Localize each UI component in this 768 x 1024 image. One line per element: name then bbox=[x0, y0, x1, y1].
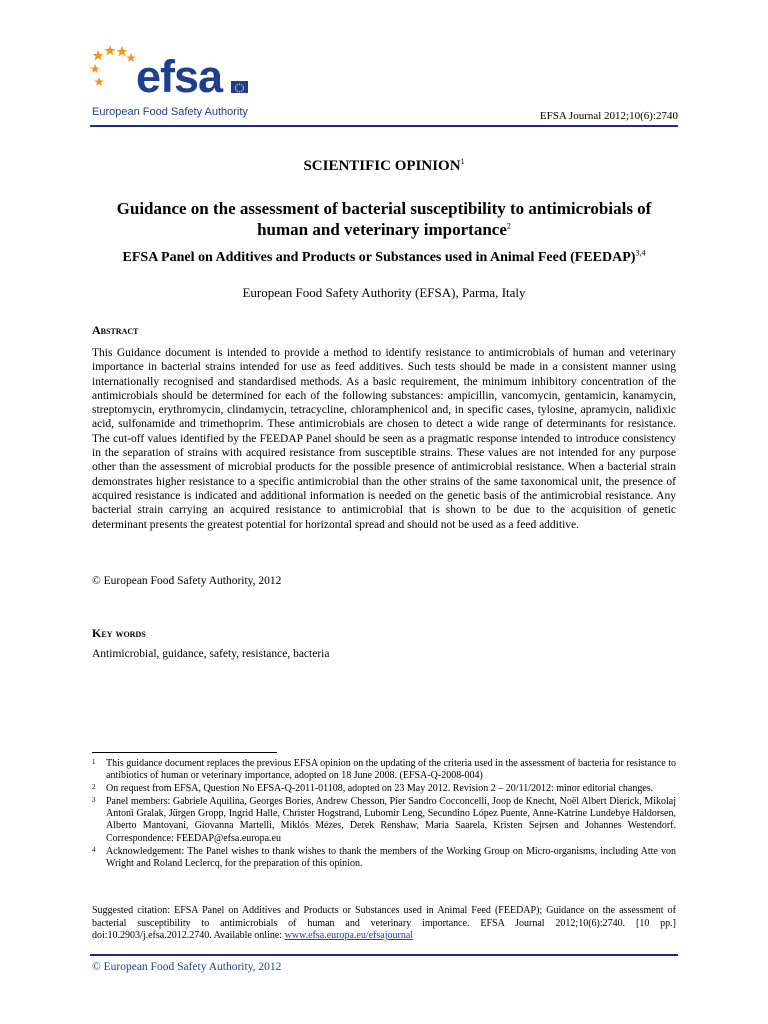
abstract-text: This Guidance document is intended to provide a method to identify resistance to antimicrobials of human and veterinary importance in bacterial strains intended for use as feed additives. Such tests should be made in a consistent manner using internationally recognised and standardised methods. As a basic requirement, the minimum inhibitory concentration of the antimicrobials should be determined for each of the following substances: ampicillin, vancomycin, gentamicin, kanamycin, streptomycin, erythromycin, clindamycin, tetracycline, chloramphenicol and, in specific cases, tylosine, apramycin, nalidixic acid, sulfonamide and trimethoprim. These antimicrobials are chosen to detect a wide range of determinants for resistance. The cut-off values identified by the FEEDAP Panel should be seen as a pragmatic response intended to introduce consistency in the separation of strains with acquired resistance from susceptible strains. These values are not intended for any purpose other than the assessment of microbial products for the possible presence of antimicrobial resistance. When a bacterial strain demonstrates higher resistance to a specific antimicrobial than the other strains of the same taxonomical unit, the presence of acquired resistance is indicated and additional information is needed on the genetic basis of the antimicrobial resistance. Any bacterial strain carrying an acquired resistance to antimicrobial that is shown to be due to the acquisition of genetic determinant presents the greatest potential for horizontal spread and should not be used as a feed additive. bbox=[92, 347, 676, 531]
footnote-text: Acknowledgement: The Panel wishes to thank wishes to thank the members of the Working Group on Micro-organisms, including Atte von Wright and Roland Leclercq, for the preparation of this opinion. bbox=[106, 845, 676, 869]
eu-flag-icon bbox=[231, 81, 248, 93]
logo-subtitle: European Food Safety Authority bbox=[92, 106, 248, 118]
footnote-number: 1 bbox=[92, 758, 96, 766]
footnote-text: On request from EFSA, Question No EFSA-Q-2011-01108, adopted on 23 May 2012. Revision 2 – 20/11/2012: minor editorial changes. bbox=[106, 783, 654, 795]
footnote bbox=[92, 783, 676, 795]
footnote-divider bbox=[92, 752, 277, 753]
footnote-number: 2 bbox=[92, 783, 96, 792]
efsa-wordmark: efsa bbox=[136, 51, 223, 102]
header-divider bbox=[90, 125, 678, 127]
opinion-type: SCIENTIFIC OPINION$^1$ bbox=[303, 157, 465, 174]
abstract-copyright: © European Food Safety Authority, 2012 bbox=[92, 575, 282, 587]
citation-text: Suggested citation: EFSA Panel on Additives and Products or Substances used in Animal Feed (FEEDAP); Guidance on the assessment of bacterial susceptibility to antimicrobials of human and veterinary importance. EFSA Journal 2012;10(6):2740. [10 pp.] doi:10.2903/j.efsa.2012.2740. Available online: bbox=[92, 905, 676, 941]
efsa-logo bbox=[90, 44, 270, 122]
efsa-journal-link[interactable]: www.efsa.europa.eu/efsajournal bbox=[284, 930, 414, 941]
footnotes bbox=[92, 758, 676, 871]
keywords-heading: Key words bbox=[92, 626, 146, 640]
abstract-heading: Abstract bbox=[92, 323, 139, 337]
journal-reference: EFSA Journal 2012;10(6):2740 bbox=[539, 110, 678, 122]
footnote-number: 4 bbox=[92, 845, 96, 854]
footnote-text: Panel members: Gabriele Aquilina, Georges Bories, Andrew Chesson, Pier Sandro Cocconcelli, Joop de Knecht, Noël Albert Dierick, Mikolaj Antoni Gralak, Jürgen Gropp, Ingrid Halle, Christer Hogstrand, Lubomir Leng, Secundino López Puente, Anne-Katrine Lundebye Haldorsen, Alberto Mantovani, Giovanna Martelli, Miklós Mézes, Derek Renshaw, Maria Saarela, Kristen Sejrsen and Johannes Westendorf. Correspondence: FEEDAP@efsa.europa.eu bbox=[106, 796, 676, 844]
footnote bbox=[92, 758, 676, 782]
affiliation: European Food Safety Authority (EFSA), Parma, Italy bbox=[242, 285, 526, 300]
panel-name: EFSA Panel on Additives and Products or Substances used in Animal Feed (FEEDAP)$^{3,4}$ bbox=[122, 248, 646, 265]
footnote-number: 3 bbox=[92, 796, 96, 805]
suggested-citation bbox=[92, 905, 676, 943]
document-title: Guidance on the assessment of bacterial susceptibility to antimicrobials of human and veterinary importance$^2$ bbox=[116, 199, 652, 239]
footer-divider bbox=[90, 954, 678, 956]
footer-copyright: © European Food Safety Authority, 2012 bbox=[92, 961, 282, 973]
footnote-text: This guidance document replaces the previous EFSA opinion on the updating of the criteria used in the assessment of bacteria for resistance to antibiotics of human or veterinary importance, adopted on 18 June 2008. (EFSA-Q-2008-004) bbox=[106, 758, 676, 782]
keywords-text: Antimicrobial, guidance, safety, resistance, bacteria bbox=[92, 648, 330, 660]
footnote bbox=[92, 846, 676, 870]
star-arc-icon bbox=[90, 44, 138, 104]
footnote bbox=[92, 796, 676, 844]
